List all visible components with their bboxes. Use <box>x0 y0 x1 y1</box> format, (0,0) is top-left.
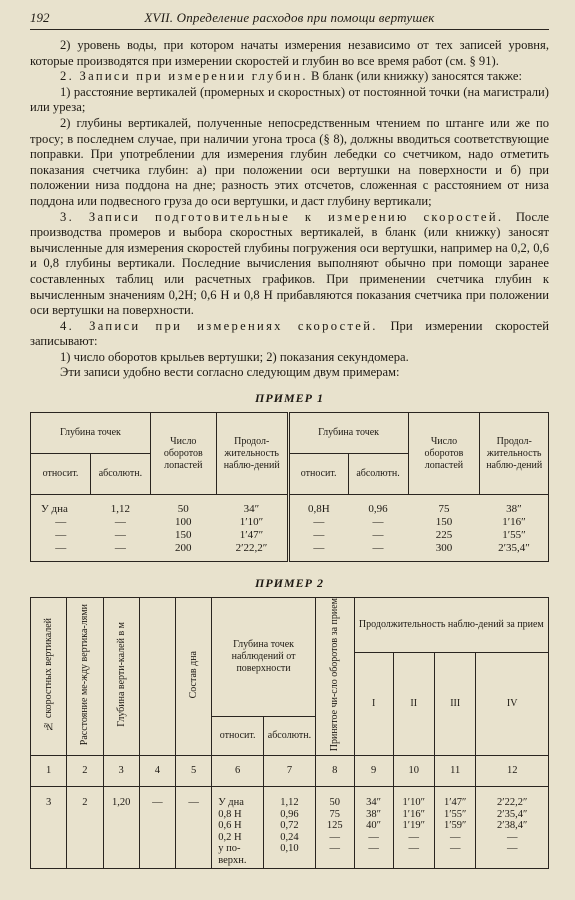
bottom-composition-header: Состав дна <box>176 598 212 756</box>
cell: 150 <box>435 516 453 529</box>
relative-header: относит. <box>212 717 264 756</box>
vertical-number-cell: 3 <box>31 787 67 869</box>
paragraph <box>30 319 549 350</box>
paragraph: 1) расстояние вертикалей (промерных и скоростных) от постоянной точки (на магистрали) или уреза; <box>30 84 549 115</box>
paragraph: 2) глубины вертикалей, полученные непосредственным чтением по штанге или же по тросу; в последнем случае, при наличии угона троса (§ 8), должны вводиться соответствующие поправки. При употреблении для измерения глубин лебедки со счетчиком, надо отметить показания счетчика глубин: а) при положении оси вертушки на поверхности и б) при положении низа поддона на дне; разность этих отсчетов, сложенная с расстоянием от низа поддона или подвесного груза до оси вертушки, и даст глубину вертикали; <box>30 115 549 208</box>
cell: 1,12 <box>110 503 130 516</box>
example-2-title: ПРИМЕР 2 <box>254 576 324 591</box>
cell: 0,8H <box>308 503 330 516</box>
duration-i-cell: 34″ 38″ 40″ — — <box>354 787 393 869</box>
cell: 1′47″ <box>216 529 288 542</box>
cell: 1′55″ <box>480 529 549 542</box>
revolutions-cell: 50 75 125 — — <box>315 787 354 869</box>
column-number: 7 <box>264 756 316 787</box>
column-number: 8 <box>315 756 354 787</box>
table-row <box>31 529 549 542</box>
paragraph-text: В бланк (или книжку) заносятся также: <box>307 69 522 84</box>
cell: 300 <box>408 542 480 562</box>
section-heading: 2. Записи при измерении глубин. <box>60 69 308 84</box>
example-2-table <box>30 597 549 869</box>
duration-iii-header: III <box>434 653 475 756</box>
cell: 0,96 <box>368 503 388 516</box>
cell: — <box>372 516 384 529</box>
chapter-title: XVII. Определение расходов при помощи вертушек <box>144 10 435 25</box>
duration-header: Продол-жительность наблю-дений <box>480 413 549 495</box>
cell: 34″ <box>216 495 288 517</box>
column-number-row <box>31 756 549 787</box>
paragraph <box>30 210 549 319</box>
cell: — <box>348 542 408 562</box>
cell: — <box>372 529 384 542</box>
cell: — <box>288 542 348 562</box>
duration-header: Продол-жительность наблю-дений <box>216 413 288 495</box>
depth-group-header: Глубина точек <box>31 413 151 454</box>
cell: — <box>313 529 325 542</box>
column-number: 2 <box>67 756 103 787</box>
cell: — <box>313 516 325 529</box>
table-row <box>31 542 549 562</box>
duration-group-header: Продолжительность наблю-дений за прием <box>354 598 548 653</box>
cell: 2′35,4″ <box>480 542 549 562</box>
column-number: 3 <box>103 756 139 787</box>
depth-group-header: Глубина точек <box>288 413 408 454</box>
column-number: 9 <box>354 756 393 787</box>
example-1-title: ПРИМЕР 1 <box>254 391 324 406</box>
cell: — <box>31 516 91 529</box>
absolute-header: абсолютн. <box>264 717 316 756</box>
vertical-number-header: № скоростных вертикалей <box>31 598 67 756</box>
distance-cell: 2 <box>67 787 103 869</box>
column-number: 10 <box>393 756 434 787</box>
body-text <box>30 38 549 381</box>
duration-iv-cell: 2′22,2″ 2′35,4″ 2′38,4″ — — <box>476 787 549 869</box>
column-number: 11 <box>434 756 475 787</box>
cell: 225 <box>435 529 453 542</box>
relative-depth-cell: У дна 0,8 H 0,6 H 0,2 H у по- верхн. <box>212 787 264 869</box>
duration-i-header: I <box>354 653 393 756</box>
table-row <box>31 495 549 517</box>
duration-iv-header: IV <box>476 653 549 756</box>
example-1-table <box>30 412 549 562</box>
cell: — <box>114 529 126 542</box>
column-number: 6 <box>212 756 264 787</box>
section-heading: 3. Записи подготовительные к измерению скоростей. <box>60 209 504 224</box>
running-head <box>30 10 549 30</box>
cell: — <box>90 542 150 562</box>
page-number: 192 <box>30 10 50 25</box>
cell: 50 <box>177 503 189 516</box>
duration-ii-cell: 1′10″ 1′16″ 1′19″ — — <box>393 787 434 869</box>
paragraph <box>30 69 549 85</box>
cell: 1′16″ <box>480 516 549 529</box>
relative-header: относит. <box>31 454 91 495</box>
column-number: 12 <box>476 756 549 787</box>
paragraph: 1) число оборотов крыльев вертушки; 2) показания секундомера. <box>60 349 409 364</box>
cell: 200 <box>150 542 216 562</box>
revolutions-header: Число оборотов лопастей <box>150 413 216 495</box>
cell: 38″ <box>480 495 549 517</box>
blank-header <box>139 598 175 756</box>
table-row <box>31 787 549 869</box>
cell: У дна <box>31 495 91 517</box>
cell: 150 <box>175 529 192 542</box>
section-heading: 4. Записи при измерениях скоростей. <box>60 318 378 333</box>
observation-depth-header: Глубина точек наблюдений от поверхности <box>212 598 316 717</box>
absolute-header: абсолютн. <box>348 454 408 495</box>
absolute-header: абсолютн. <box>90 454 150 495</box>
revolutions-header: Число оборотов лопастей <box>408 413 480 495</box>
absolute-depth-cell: 1,12 0,96 0,72 0,24 0,10 <box>264 787 316 869</box>
paragraph: Эти записи удобно вести согласно следующим двум примерам: <box>60 365 400 380</box>
blank-cell: — <box>139 787 175 869</box>
duration-ii-header: II <box>393 653 434 756</box>
bottom-composition-cell: — <box>176 787 212 869</box>
revolutions-header: Принятое чи-сло оборотов за прием <box>315 598 354 756</box>
duration-iii-cell: 1′47″ 1′55″ 1′59″ — — <box>434 787 475 869</box>
column-number: 1 <box>31 756 67 787</box>
paragraph: 2) уровень воды, при котором начаты измерения независимо от тех записей уровня, которые производятся при измерении скоростей и глубин во все время работ (см. § 91). <box>30 38 549 68</box>
cell: — <box>31 529 91 542</box>
paragraph-text: После производства промеров и выбора скоростных вертикалей, в бланк (или книжку) заносят вычисленные для измерения скоростей глубины погружения оси вертушки, например на 0,2, 0,6 и 0,8 глубины вертикали. Последние вычисления выполняют обычно при помощи заранее составленных таблиц или расчетных графиков. При применении счетчика глубин к вычисленным значениям 0,2H; 0,6 H и 0,8 H прибавляются показания счетчика при положении оси вертушки на поверхности. <box>30 209 549 318</box>
cell: 75 <box>438 503 450 516</box>
depth-cell: 1,20 <box>103 787 139 869</box>
cell: — <box>114 516 126 529</box>
cell: — <box>31 542 91 562</box>
paragraph-text: При измерении скоростей записывают: <box>30 318 549 349</box>
column-number: 5 <box>176 756 212 787</box>
depth-header: Глубина верти-калей в м <box>103 598 139 756</box>
cell: 1′10″ <box>216 516 288 529</box>
cell: 2′22,2″ <box>216 542 288 562</box>
cell: 100 <box>175 516 192 529</box>
column-number: 4 <box>139 756 175 787</box>
table-row <box>31 516 549 529</box>
relative-header: относит. <box>288 454 348 495</box>
distance-header: Расстояние ме-жду вертика-лями <box>67 598 103 756</box>
